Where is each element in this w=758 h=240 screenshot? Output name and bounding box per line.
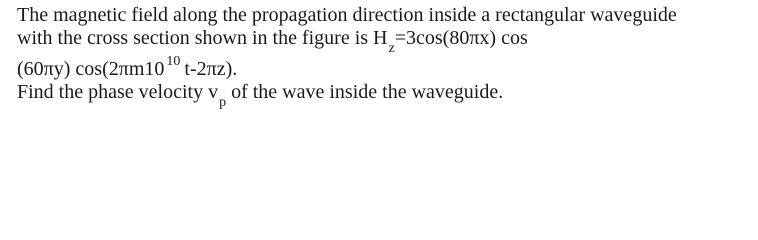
problem-line-3-end: t-2πz).	[184, 58, 238, 80]
question-text: Find the phase velocity v	[17, 81, 219, 103]
problem-line-3-text: (60πy) cos(2πm10	[17, 58, 165, 80]
problem-line-2	[17, 27, 755, 58]
field-equation-text: =3cos(80πx) cos	[394, 27, 528, 49]
problem-line-4	[17, 81, 755, 110]
problem-line-2-text: with the cross section shown in the figure is H	[17, 27, 388, 49]
problem-line-1	[17, 4, 755, 27]
question-text-end: of the wave inside the waveguide.	[226, 81, 504, 103]
phase-velocity-subscript: p	[219, 95, 227, 110]
problem-text	[17, 4, 755, 110]
field-component-subscript: z	[388, 41, 395, 56]
problem-line-3	[17, 54, 755, 81]
exponent-superscript: 10	[166, 54, 181, 69]
problem-line-1-text: The magnetic field along the propagation direction inside a rectangular waveguide	[17, 4, 677, 26]
